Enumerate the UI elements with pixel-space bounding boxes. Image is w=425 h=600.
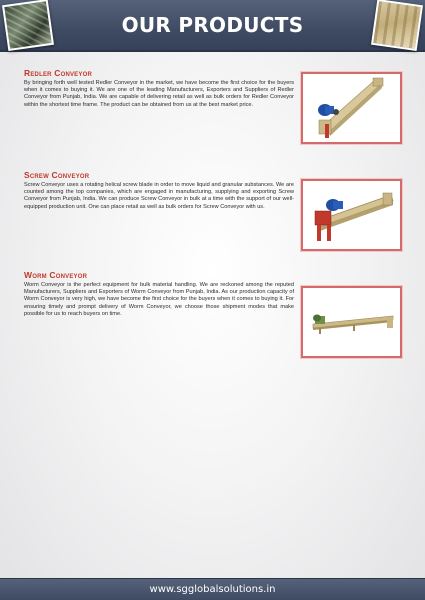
product-title: Worm Conveyor (24, 270, 88, 280)
page-title: OUR PRODUCTS (121, 13, 304, 37)
header-photo-right (371, 0, 423, 51)
product-title: Redler Conveyor (24, 68, 92, 78)
product-section-worm (24, 270, 294, 318)
page-header (0, 0, 425, 52)
redler-conveyor-illustration (303, 74, 400, 142)
product-image-screw (301, 179, 402, 251)
product-image-worm (301, 286, 402, 358)
product-description: Screw Conveyor uses a rotating helical screw blade in order to move liquid and granular substances. We are counted among the top companies, which are engaged in manufacturing, supplying and exporting Screw Conveyor from Punjab, India. We can produce Screw Conveyor in bulk at a time with the support of our well-equipped production unit. One can place retail as well as bulk orders for Screw Conveyor with us. (24, 182, 294, 210)
product-image-redler (301, 72, 402, 144)
product-title: Screw Conveyor (24, 170, 90, 180)
product-section-screw (24, 170, 294, 211)
screw-conveyor-illustration (303, 181, 400, 249)
worm-conveyor-illustration (303, 288, 400, 356)
website-url[interactable]: www.sgglobalsolutions.in (149, 584, 276, 595)
product-section-redler (24, 68, 294, 109)
page-footer (0, 578, 425, 600)
product-description: By bringing forth well tested Redler Conveyor in the market, we have become the first choice for the buyers when it comes to buying it. We are one of the leading Manufacturers, Exporters and Suppliers of Redler Conveyor from Punjab, India. We are capable of delivering retail as well as bulk orders for Redler Conveyor within the shortest time frame. The product can be obtained from us at the best market price. (24, 80, 294, 108)
product-description: Worm Conveyor is the perfect equipment for bulk material handling. We are reckoned among the reputed Manufacturers, Suppliers and Exporters of Worm Conveyor from Punjab, India. As our production capacity of Worm Conveyor is very high, we have become the first choice for the buyers when it comes to buying it. For ensuring timely and prompt delivery of Worm Conveyor, we choose those shipment modes that make possible for us to reach buyers on time. (24, 282, 294, 317)
